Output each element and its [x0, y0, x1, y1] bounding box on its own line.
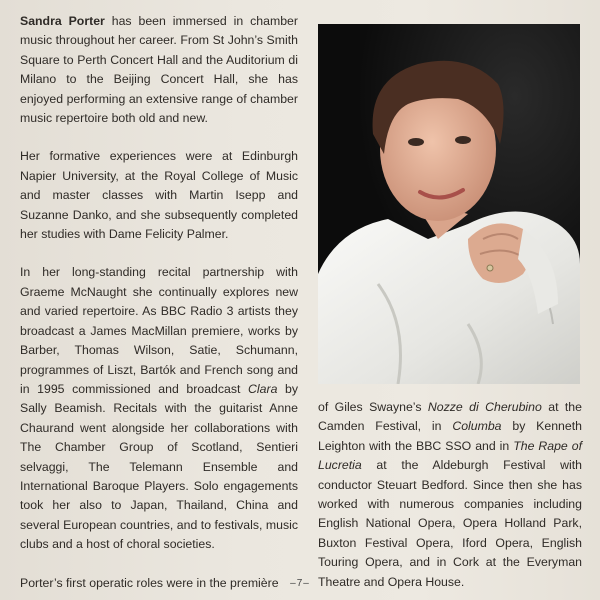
- recitals-text-b: by Sally Beamish. Recitals with the guitarist Anne Chaurand went alongside her collaborations with The Chamber Group of Scotland, Sentieri selvaggi, The Telemann Ensemble and International Baroque Players. Solo engagements took her also to Japan, Thailand, China and several European countries, and to festivals, music clubs and a host of choral societies.: [20, 381, 299, 552]
- portrait-photo: [318, 24, 580, 384]
- work-title-clara: Clara: [248, 381, 278, 396]
- left-text-column: [20, 12, 298, 593]
- artist-name: Sandra Porter: [20, 14, 105, 28]
- paragraph-intro: [20, 12, 298, 128]
- page-number: –7–: [290, 578, 310, 589]
- opera-text-d: at the Aldeburgh Festival with conductor Steuart Bedford. Since then she has worked with numerous companies including English National Opera, Opera Holland Park, Buxton Festival Opera, Iford Opera, English Touring Opera, and in Cork at the Everyman Theatre and Opera House.: [318, 458, 582, 589]
- work-title-lucretia: The Rape of Lucretia: [318, 438, 582, 473]
- right-text-column: [318, 398, 582, 592]
- paragraph-opera-start: Porter’s first operatic roles were in the première: [20, 575, 279, 590]
- opera-text-b: at the Camden Festival, in: [318, 400, 582, 434]
- paragraph-recitals: [20, 263, 298, 554]
- opera-text-c: by Kenneth Leighton with the BBC SSO and in: [318, 419, 582, 453]
- portrait-illustration: [318, 24, 580, 384]
- opera-text-a: of Giles Swayne’s: [318, 400, 428, 414]
- recitals-text-a: In her long-standing recital partnership with Graeme McNaught she continually explores new and varied repertoire. As BBC Radio 3 artists they broadcast a James MacMillan premiere, works by Barber, Thomas Wilson, Satie, Schumann, programmes of Liszt, Bartók and French song and in 1995 commissioned and broadcast: [20, 265, 298, 396]
- paragraph-training: Her formative experiences were at Edinburgh Napier University, at the Royal College of Music and master classes with Martin Isepp and Suzanne Danko, and she subsequently completed her studies with Dame Felicity Palmer.: [20, 149, 298, 242]
- paragraph-intro-text: has been immersed in chamber music throughout her career. From St John’s Smith Square to Perth Concert Hall and the Auditorium di Milano to the Beijing Concert Hall, she has enjoyed performing an extensive range of chamber music repertoire both old and new.: [20, 14, 298, 126]
- work-title-nozze: Nozze di Cherubino: [427, 400, 542, 414]
- paragraph-opera-roles: [318, 398, 582, 592]
- work-title-columba: Columba: [452, 419, 502, 434]
